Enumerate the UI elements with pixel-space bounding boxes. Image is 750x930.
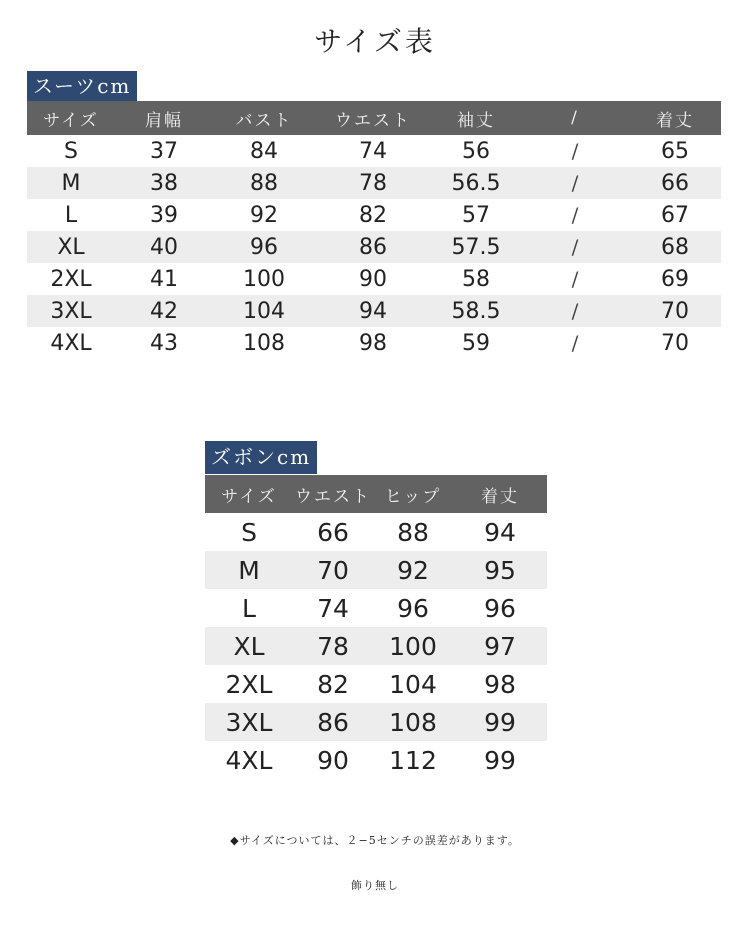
pants-header-cell: 着丈: [481, 486, 519, 507]
suit-header-cell: 袖丈: [457, 110, 495, 131]
suit-cell: 42: [150, 298, 178, 324]
suit-cell: 38: [150, 170, 178, 196]
suit-header-cell: /: [571, 108, 579, 128]
pants-table-header: [205, 475, 547, 513]
suit-header-cell: 着丈: [656, 110, 694, 131]
pants-cell: 66: [317, 517, 349, 547]
no-decoration-note: 飾り無し: [351, 879, 399, 892]
suit-cell: 100: [243, 266, 285, 292]
page-title: サイズ表: [314, 25, 436, 58]
suit-cell: 56.5: [451, 170, 501, 196]
pants-cell: 74: [317, 593, 349, 623]
suit-cell: M: [61, 170, 81, 196]
pants-cell: 104: [389, 669, 437, 699]
suit-cell: 4XL: [50, 330, 92, 356]
suit-table-header: [27, 101, 721, 135]
pants-cell: M: [238, 555, 260, 585]
pants-size-table: [205, 475, 547, 779]
suit-cell: 66: [661, 170, 689, 196]
pants-cell: 112: [389, 745, 437, 775]
suit-cell: 84: [250, 138, 278, 164]
suit-cell: XL: [57, 234, 85, 260]
suit-cell: 69: [661, 266, 689, 292]
suit-cell: 70: [661, 298, 689, 324]
suit-cell: /: [571, 203, 579, 227]
table-row: [27, 263, 721, 295]
table-row: [205, 741, 547, 779]
table-row: [205, 551, 547, 589]
table-row: [27, 167, 721, 199]
pants-cell: L: [242, 593, 256, 623]
suit-cell: 70: [661, 330, 689, 356]
table-row: [205, 627, 547, 665]
pants-cell: 99: [484, 745, 516, 775]
pants-header-cell: サイズ: [221, 486, 277, 507]
table-row: [27, 199, 721, 231]
table-row: [27, 295, 721, 327]
pants-header-cell: ウエスト: [295, 486, 371, 507]
suit-cell: 57: [462, 202, 490, 228]
suit-cell: 58: [462, 266, 490, 292]
suit-cell: /: [571, 139, 579, 163]
pants-cell: 2XL: [225, 669, 273, 699]
pants-cell: 92: [397, 555, 429, 585]
pants-cell: 82: [317, 669, 349, 699]
pants-cell: 86: [317, 707, 349, 737]
suit-cell: 108: [243, 330, 285, 356]
suit-cell: /: [571, 299, 579, 323]
suit-section-label: スーツcm: [27, 71, 137, 101]
suit-cell: 86: [359, 234, 387, 260]
pants-table-body: [205, 513, 547, 779]
suit-cell: 92: [250, 202, 278, 228]
suit-cell: 3XL: [50, 298, 92, 324]
table-row: [205, 703, 547, 741]
suit-cell: 90: [359, 266, 387, 292]
suit-header-cell: サイズ: [43, 110, 99, 131]
suit-cell: 96: [250, 234, 278, 260]
pants-cell: 100: [389, 631, 437, 661]
suit-cell: 2XL: [50, 266, 92, 292]
table-row: [27, 135, 721, 167]
suit-cell: 78: [359, 170, 387, 196]
suit-cell: S: [64, 138, 78, 164]
suit-cell: /: [571, 171, 579, 195]
suit-size-table: [27, 101, 721, 359]
table-row: [27, 231, 721, 263]
suit-cell: 59: [462, 330, 490, 356]
suit-header-cell: 肩幅: [145, 110, 183, 131]
table-row: [27, 327, 721, 359]
pants-header-cell: ヒップ: [384, 486, 442, 507]
suit-cell: 37: [150, 138, 178, 164]
pants-cell: 96: [397, 593, 429, 623]
suit-cell: L: [64, 202, 78, 228]
suit-cell: /: [571, 267, 579, 291]
suit-cell: 74: [359, 138, 387, 164]
table-row: [205, 589, 547, 627]
pants-cell: 94: [484, 517, 516, 547]
suit-cell: 39: [150, 202, 178, 228]
suit-cell: /: [571, 331, 579, 355]
pants-cell: 96: [484, 593, 516, 623]
suit-cell: /: [571, 235, 579, 259]
suit-cell: 40: [150, 234, 178, 260]
pants-cell: 3XL: [225, 707, 273, 737]
suit-cell: 65: [661, 138, 689, 164]
pants-cell: 90: [317, 745, 349, 775]
suit-cell: 94: [359, 298, 387, 324]
suit-cell: 88: [250, 170, 278, 196]
suit-cell: 68: [661, 234, 689, 260]
suit-header-cell: ウエスト: [335, 110, 411, 131]
pants-cell: 95: [484, 555, 516, 585]
suit-cell: 82: [359, 202, 387, 228]
suit-cell: 67: [661, 202, 689, 228]
suit-cell: 41: [150, 266, 178, 292]
suit-header-cell: バスト: [235, 110, 293, 131]
suit-cell: 57.5: [451, 234, 501, 260]
pants-cell: S: [241, 517, 257, 547]
pants-cell: 70: [317, 555, 349, 585]
suit-cell: 98: [359, 330, 387, 356]
suit-cell: 43: [150, 330, 178, 356]
pants-cell: 78: [317, 631, 349, 661]
error-margin-note: ◆サイズについては、２−5センチの誤差があります。: [230, 834, 520, 847]
suit-cell: 58.5: [451, 298, 501, 324]
pants-cell: XL: [233, 631, 265, 661]
pants-cell: 108: [389, 707, 437, 737]
table-row: [205, 665, 547, 703]
pants-cell: 97: [484, 631, 516, 661]
table-row: [205, 513, 547, 551]
pants-cell: 98: [484, 669, 516, 699]
pants-section-label: ズボンcm: [205, 441, 317, 474]
pants-cell: 88: [397, 517, 429, 547]
pants-cell: 99: [484, 707, 516, 737]
suit-cell: 56: [462, 138, 490, 164]
suit-table-body: [27, 135, 721, 359]
suit-cell: 104: [243, 298, 285, 324]
pants-cell: 4XL: [225, 745, 273, 775]
